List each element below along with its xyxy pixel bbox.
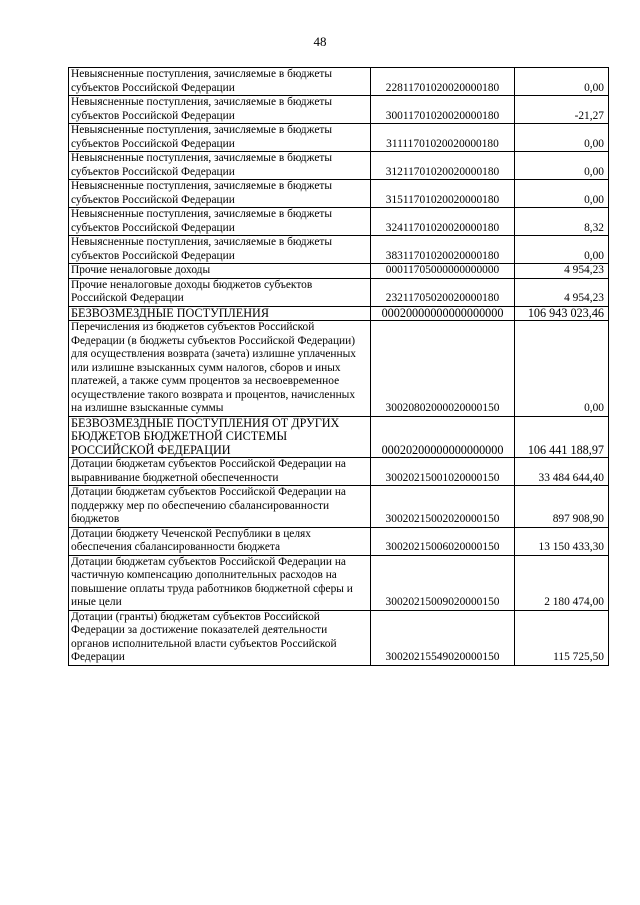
budget-code-cell: 30020215001020000150 xyxy=(371,458,515,486)
revenue-name-cell: Дотации бюджетам субъектов Российской Федерации на поддержку мер по обеспечению сбалансированности бюджетов xyxy=(69,486,371,528)
budget-code-cell: 30020215549020000150 xyxy=(371,610,515,665)
table-row xyxy=(69,152,609,180)
revenue-name-cell: Невыясненные поступления, зачисляемые в бюджеты субъектов Российской Федерации xyxy=(69,152,371,180)
amount-cell: 2 180 474,00 xyxy=(515,555,609,610)
amount-cell: 4 954,23 xyxy=(515,278,609,306)
table-row xyxy=(69,208,609,236)
revenue-name-cell: Дотации бюджетам субъектов Российской Федерации на частичную компенсацию дополнительных расходов на повышение оплаты труда работников бюджетной сферы и иные цели xyxy=(69,555,371,610)
table-row xyxy=(69,236,609,264)
amount-cell: 0,00 xyxy=(515,124,609,152)
table-row xyxy=(69,264,609,279)
revenue-name-cell: Дотации бюджету Чеченской Республики в целях обеспечения сбалансированности бюджета xyxy=(69,527,371,555)
budget-code-cell: 00020000000000000000 xyxy=(371,306,515,321)
amount-cell: 0,00 xyxy=(515,152,609,180)
page-number: 48 xyxy=(313,34,327,49)
revenue-name-cell: Невыясненные поступления, зачисляемые в бюджеты субъектов Российской Федерации xyxy=(69,124,371,152)
table-row xyxy=(69,96,609,124)
amount-cell: 0,00 xyxy=(515,321,609,417)
budget-code-cell: 31111701020020000180 xyxy=(371,124,515,152)
revenue-table-body xyxy=(69,68,609,666)
amount-cell: -21,27 xyxy=(515,96,609,124)
budget-code-cell: 38311701020020000180 xyxy=(371,236,515,264)
revenue-name-cell: Прочие неналоговые доходы бюджетов субъектов Российской Федерации xyxy=(69,278,371,306)
revenue-name-cell: Невыясненные поступления, зачисляемые в бюджеты субъектов Российской Федерации xyxy=(69,236,371,264)
amount-cell: 0,00 xyxy=(515,236,609,264)
revenue-name-cell: Невыясненные поступления, зачисляемые в бюджеты субъектов Российской Федерации xyxy=(69,68,371,96)
table-row xyxy=(69,180,609,208)
amount-cell: 897 908,90 xyxy=(515,486,609,528)
budget-code-cell: 30020802000020000150 xyxy=(371,321,515,417)
budget-code-cell: 30020215006020000150 xyxy=(371,527,515,555)
budget-code-cell: 22811701020020000180 xyxy=(371,68,515,96)
revenue-name-cell: Перечисления из бюджетов субъектов Российской Федерации (в бюджеты субъектов Российской Федерации) для осуществления возврата (зачета) излишне уплаченных или излишне взысканных сумм налогов, сборов и иных платежей, а также сумм процентов за несвоевременное осуществление такого возврата и процентов, начисленных на излишне взысканные суммы xyxy=(69,321,371,417)
table-row xyxy=(69,124,609,152)
amount-cell: 0,00 xyxy=(515,180,609,208)
revenue-name-cell: Невыясненные поступления, зачисляемые в бюджеты субъектов Российской Федерации xyxy=(69,96,371,124)
amount-cell: 0,00 xyxy=(515,68,609,96)
budget-code-cell: 30011701020020000180 xyxy=(371,96,515,124)
table-row xyxy=(69,555,609,610)
budget-code-cell: 00020200000000000000 xyxy=(371,416,515,458)
revenue-name-cell: БЕЗВОЗМЕЗДНЫЕ ПОСТУПЛЕНИЯ xyxy=(69,306,371,321)
amount-cell: 115 725,50 xyxy=(515,610,609,665)
amount-cell: 106 441 188,97 xyxy=(515,416,609,458)
table-row xyxy=(69,486,609,528)
revenue-name-cell: Прочие неналоговые доходы xyxy=(69,264,371,279)
budget-code-cell: 23211705020020000180 xyxy=(371,278,515,306)
budget-code-cell: 30020215002020000150 xyxy=(371,486,515,528)
budget-code-cell: 30020215009020000150 xyxy=(371,555,515,610)
amount-cell: 33 484 644,40 xyxy=(515,458,609,486)
revenue-table xyxy=(68,67,609,666)
revenue-name-cell: Невыясненные поступления, зачисляемые в бюджеты субъектов Российской Федерации xyxy=(69,180,371,208)
table-row xyxy=(69,278,609,306)
amount-cell: 13 150 433,30 xyxy=(515,527,609,555)
revenue-name-cell: Невыясненные поступления, зачисляемые в бюджеты субъектов Российской Федерации xyxy=(69,208,371,236)
revenue-name-cell: Дотации бюджетам субъектов Российской Федерации на выравнивание бюджетной обеспеченности xyxy=(69,458,371,486)
budget-code-cell: 32411701020020000180 xyxy=(371,208,515,236)
section-row xyxy=(69,306,609,321)
revenue-name-cell: БЕЗВОЗМЕЗДНЫЕ ПОСТУПЛЕНИЯ ОТ ДРУГИХ БЮДЖЕТОВ БЮДЖЕТНОЙ СИСТЕМЫ РОССИЙСКОЙ ФЕДЕРАЦИИ xyxy=(69,416,371,458)
table-row xyxy=(69,458,609,486)
table-row xyxy=(69,321,609,417)
section-row xyxy=(69,416,609,458)
amount-cell: 8,32 xyxy=(515,208,609,236)
revenue-name-cell: Дотации (гранты) бюджетам субъектов Российской Федерации за достижение показателей деятельности органов исполнительной власти субъектов Российской Федерации xyxy=(69,610,371,665)
table-row xyxy=(69,527,609,555)
budget-code-cell: 31211701020020000180 xyxy=(371,152,515,180)
table-row xyxy=(69,68,609,96)
budget-code-cell: 00011705000000000000 xyxy=(371,264,515,279)
amount-cell: 106 943 023,46 xyxy=(515,306,609,321)
budget-code-cell: 31511701020020000180 xyxy=(371,180,515,208)
amount-cell: 4 954,23 xyxy=(515,264,609,279)
table-row xyxy=(69,610,609,665)
